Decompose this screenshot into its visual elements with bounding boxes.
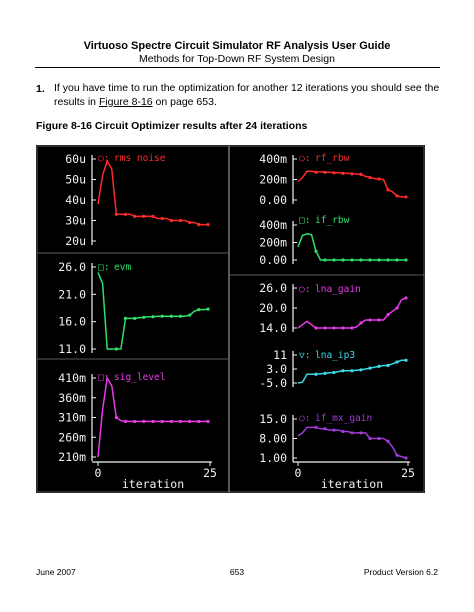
legend-marker: ○:: [299, 413, 311, 424]
legend-label: sig_level: [114, 372, 166, 383]
data-point: [323, 171, 326, 174]
series-line: [98, 273, 208, 350]
y-tick-label: 200m: [259, 235, 287, 250]
legend-marker: □:: [98, 262, 110, 273]
y-tick-label: 0.00: [259, 253, 287, 267]
data-point: [350, 172, 353, 175]
data-point: [314, 250, 317, 253]
data-point: [323, 326, 326, 329]
data-point: [151, 315, 154, 318]
data-point: [359, 368, 362, 371]
series-line: [298, 234, 406, 260]
data-point: [115, 416, 118, 419]
data-point: [142, 420, 145, 423]
y-tick-label: 3.0: [266, 362, 287, 376]
step-number: 1.: [36, 83, 45, 95]
data-point: [314, 426, 317, 429]
data-point: [359, 173, 362, 176]
legend-label: if_mx_gain: [315, 413, 373, 424]
data-point: [124, 317, 127, 320]
y-tick-label: 30u: [65, 213, 86, 228]
legend-label: rf_rbw: [315, 153, 350, 164]
data-point: [332, 171, 335, 174]
data-point: [359, 431, 362, 434]
legend-label: evm: [114, 262, 132, 273]
data-point: [314, 373, 317, 376]
data-point: [314, 171, 317, 174]
data-point: [395, 306, 398, 309]
y-tick-label: -5.0: [259, 376, 287, 390]
data-point: [377, 258, 380, 261]
legend-label: lna_ip3: [315, 350, 356, 361]
data-point: [377, 318, 380, 321]
data-point: [395, 360, 398, 363]
y-tick-label: 360m: [58, 390, 86, 405]
data-point: [332, 429, 335, 432]
data-point: [197, 420, 200, 423]
data-point: [395, 258, 398, 261]
y-tick-label: 400m: [259, 152, 287, 166]
data-point: [206, 307, 209, 310]
legend-marker: ○:: [98, 153, 110, 164]
data-point: [124, 420, 127, 423]
legend-marker: ○:: [299, 153, 311, 164]
data-point: [341, 326, 344, 329]
figure-caption: Figure 8-16 Circuit Optimizer results after 24 iterations: [36, 120, 308, 132]
data-point: [115, 347, 118, 350]
data-point: [350, 431, 353, 434]
data-point: [115, 213, 118, 216]
y-tick-label: 16.0: [58, 314, 86, 329]
data-point: [142, 215, 145, 218]
step-text: [54, 81, 440, 109]
y-tick-label: 1.00: [259, 451, 287, 465]
data-point: [133, 420, 136, 423]
data-point: [206, 420, 209, 423]
data-point: [332, 258, 335, 261]
y-tick-label: 11: [273, 348, 287, 362]
y-tick-label: 26.0: [259, 281, 287, 295]
data-point: [133, 215, 136, 218]
y-tick-label: 20u: [65, 234, 86, 248]
y-tick-label: 260m: [58, 430, 86, 445]
data-point: [332, 326, 335, 329]
data-point: [170, 219, 173, 222]
data-point: [161, 315, 164, 318]
y-tick-label: 14.0: [259, 321, 287, 335]
data-point: [314, 326, 317, 329]
footer-date: June 2007: [36, 567, 76, 577]
data-point: [368, 258, 371, 261]
data-point: [386, 258, 389, 261]
y-tick-label: 26.0: [58, 260, 86, 274]
legend-label: rms noise: [114, 153, 166, 164]
data-point: [323, 427, 326, 430]
y-tick-label: 200m: [259, 172, 287, 187]
data-point: [377, 177, 380, 180]
data-point: [341, 430, 344, 433]
data-point: [341, 369, 344, 372]
y-tick-label: 410m: [58, 371, 86, 385]
x-tick-label: 25: [401, 466, 415, 480]
data-point: [359, 258, 362, 261]
legend-marker: ▽:: [299, 350, 311, 361]
data-point: [395, 454, 398, 457]
data-point: [386, 364, 389, 367]
x-tick-label: 0: [294, 466, 302, 480]
data-point: [151, 420, 154, 423]
legend-marker: □:: [98, 372, 110, 383]
series-line: [98, 378, 208, 457]
footer-version: Product Version 6.2: [363, 567, 438, 577]
data-point: [161, 420, 164, 423]
data-point: [368, 437, 371, 440]
y-tick-label: 8.00: [259, 431, 287, 446]
data-point: [404, 359, 407, 362]
data-point: [368, 367, 371, 370]
data-point: [350, 369, 353, 372]
data-point: [161, 217, 164, 220]
data-point: [377, 365, 380, 368]
data-point: [142, 316, 145, 319]
y-tick-label: 50u: [65, 172, 86, 187]
y-tick-label: 11.0: [58, 342, 86, 356]
legend-marker: ○:: [299, 284, 311, 295]
data-point: [368, 176, 371, 179]
data-point: [341, 172, 344, 175]
figure-frame: [37, 146, 424, 492]
data-point: [377, 437, 380, 440]
y-tick-label: 20.0: [259, 301, 287, 315]
data-point: [323, 258, 326, 261]
data-point: [188, 420, 191, 423]
data-point: [395, 194, 398, 197]
data-point: [350, 326, 353, 329]
data-point: [386, 188, 389, 191]
optimizer-results-figure: [36, 145, 425, 493]
y-tick-label: 310m: [58, 410, 86, 425]
data-point: [133, 317, 136, 320]
data-point: [197, 308, 200, 311]
document-title: Virtuoso Spectre Circuit Simulator RF Analysis User Guide: [83, 40, 391, 52]
x-tick-label: 25: [203, 466, 217, 480]
y-tick-label: 21.0: [58, 287, 86, 302]
data-point: [179, 315, 182, 318]
series-line: [298, 298, 406, 328]
data-point: [206, 223, 209, 226]
step-text-before: If you have time to run the optimization for another 12 iterations you should see the results in: [54, 82, 440, 108]
data-point: [359, 321, 362, 324]
data-point: [170, 315, 173, 318]
data-point: [404, 456, 407, 459]
legend-label: if_rbw: [315, 215, 350, 226]
optimizer-plots: [36, 145, 425, 493]
data-point: [404, 195, 407, 198]
data-point: [368, 318, 371, 321]
x-tick-label: 0: [94, 466, 102, 480]
data-point: [124, 213, 127, 216]
data-point: [188, 221, 191, 224]
document-subtitle: Methods for Top-Down RF System Design: [139, 53, 335, 65]
y-tick-label: 210m: [58, 450, 86, 464]
data-point: [179, 420, 182, 423]
y-tick-label: 15.0: [259, 412, 287, 426]
data-point: [404, 258, 407, 261]
data-point: [197, 223, 200, 226]
data-point: [404, 296, 407, 299]
data-point: [332, 371, 335, 374]
data-point: [350, 258, 353, 261]
y-tick-label: 60u: [65, 152, 86, 166]
data-point: [323, 372, 326, 375]
footer-page-number: 653: [229, 567, 245, 577]
y-tick-label: 40u: [65, 193, 86, 207]
x-axis-label: iteration: [121, 477, 185, 491]
step-text-after: on page 653.: [152, 96, 217, 108]
data-point: [179, 219, 182, 222]
data-point: [386, 440, 389, 443]
header-divider: [35, 67, 440, 68]
legend-marker: □:: [299, 215, 311, 226]
y-tick-label: 400m: [259, 218, 287, 232]
data-point: [170, 420, 173, 423]
data-point: [341, 258, 344, 261]
figure-link[interactable]: Figure 8-16: [98, 96, 153, 108]
y-tick-label: 0.00: [259, 193, 287, 207]
data-point: [386, 313, 389, 316]
x-axis-label: iteration: [320, 477, 384, 491]
data-point: [151, 215, 154, 218]
legend-label: lna_gain: [315, 284, 361, 295]
data-point: [188, 314, 191, 317]
